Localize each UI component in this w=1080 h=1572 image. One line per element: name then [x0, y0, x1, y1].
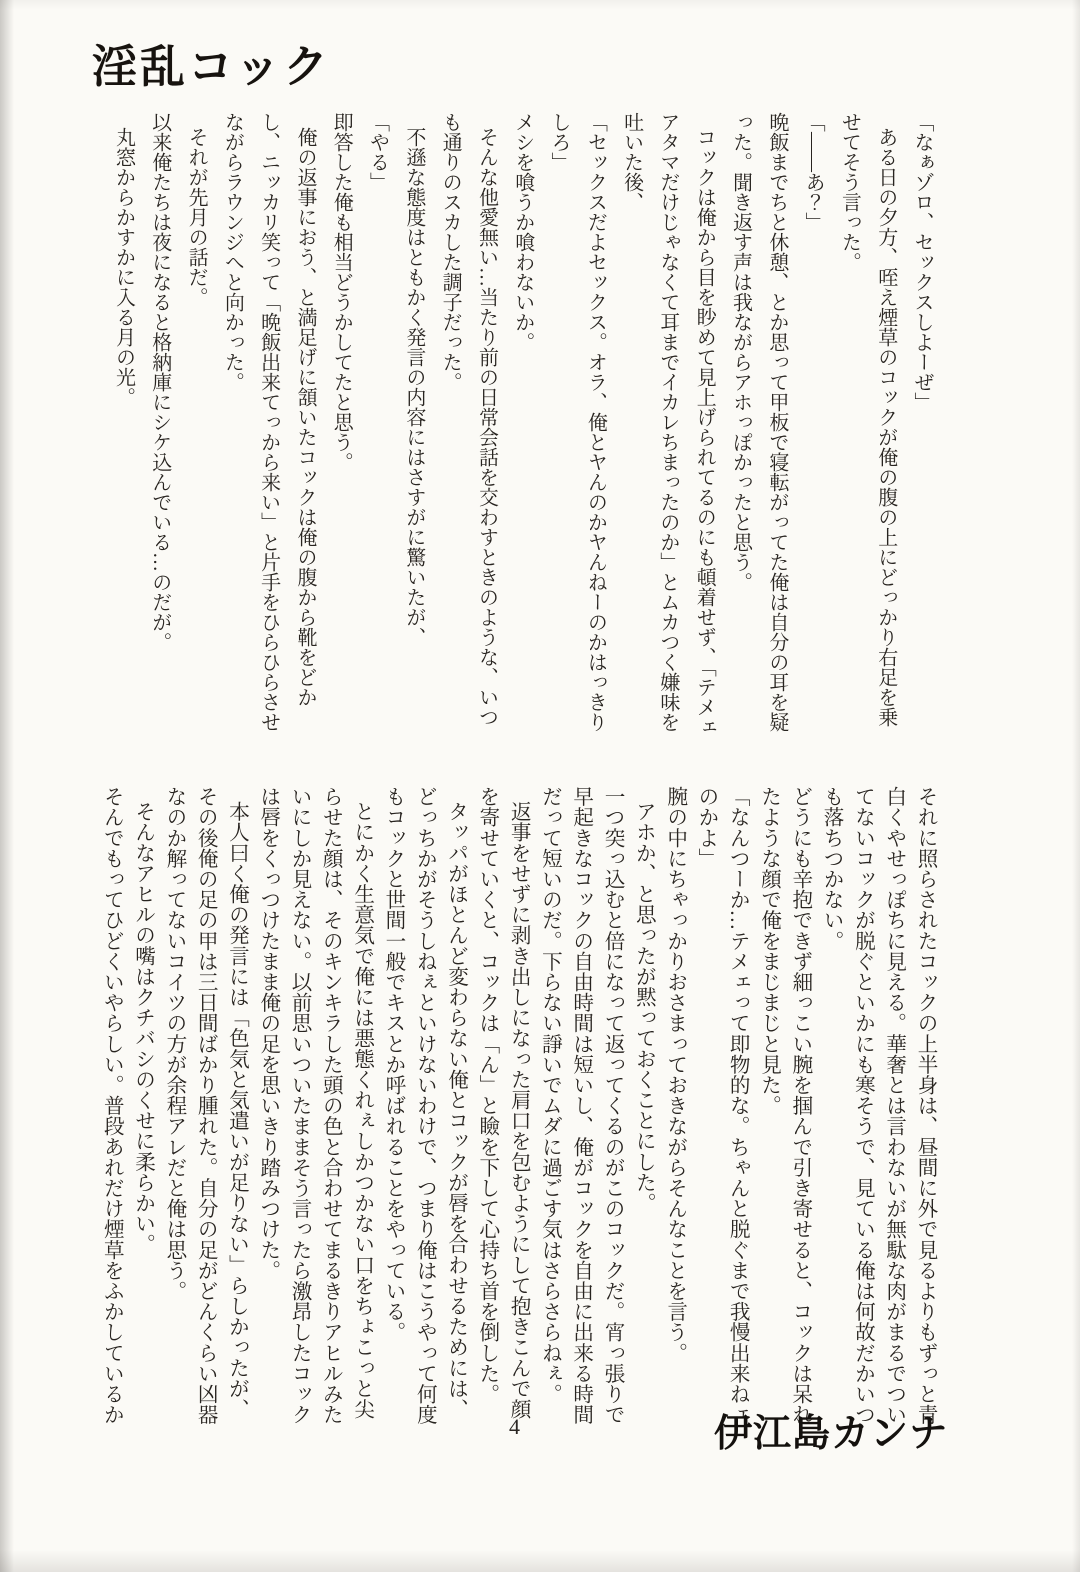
paragraph: アホか、と思ったが黙っておくことにした。	[632, 801, 655, 1214]
paragraph: 「なぁゾロ、セックスしよーぜ」	[911, 112, 933, 412]
paragraph: 本人曰く俺の発言には「色気と気遣いが足りない」らしかったが、その後俺の足の甲は三日間ばかり腫れた。自分の足がどんくらい凶器なのか解ってないコイツの方が余程アレだと俺は思う。	[162, 786, 248, 1425]
paragraph: 腕の中にちゃっかりおさまっておきながらそんなことを言う。	[663, 786, 686, 1363]
paragraph: タッパがほとんど変わらない俺とコックが唇を合わせるためには、どっちかがそうしねぇといけないわけで、つまり俺はこうやって何度もコックと世間一般でキスとか呼ばれることをやっている。	[381, 786, 467, 1425]
paragraph: 「――あ？」	[802, 112, 825, 232]
paragraph: 一つ突っ込むと倍になって返ってくるのがこのコックだ。宵っ張りで早起きなコックの自由時間は短いし、俺がコックを自由に出来る時間だって短いのだ。下らない諍いでムダに過ごす気はさらさらねぇ。	[538, 786, 624, 1425]
paragraph: 「なんつーか…テメェって即物的な。ちゃんと脱ぐまで我慢出来ねェのかよ」	[694, 786, 749, 1425]
paragraph: それが先月の話だ。	[185, 127, 208, 307]
paragraph: メシを喰うか喰わないか。	[511, 112, 534, 352]
page-number: 4	[509, 1414, 520, 1439]
paragraph: とにかく生意気で俺には悪態くれぇしかつかない口をちょこっと尖らせた顔は、そのキンキラした頭の色と合わせてまるきりアヒルみたいにしか見えない。以前思いついたままそう言ったら激昂したコックは唇をくっつけたまま俺の足を思いきり踏みつけた。	[256, 786, 373, 1425]
paragraph: そんでもってひどくいやらしい。普段あれだけ煙草をふかしているか	[100, 786, 123, 1425]
author-credit: 伊江島カンナ	[713, 1413, 948, 1455]
paragraph: そんな他愛無い…当たり前の日常会話を交わすときのような、いつも通りのスカした調子だった。	[439, 112, 498, 727]
paragraph: 丸窓からかすかに入る月の光。	[112, 127, 135, 407]
paragraph: そんなアヒルの嘴はクチバシのくせに柔らかい。	[131, 801, 154, 1255]
paragraph: どうにも辛抱できず細っこい腕を掴んで引き寄せると、コックは呆れたような顔で俺をまじまじと見た。	[757, 786, 811, 1425]
paragraph: コックは俺から目を眇めて見上げられてるのにも頓着せず、「テメェアタマだけじゃなくて耳までイカレちまったのか」とムカつく嫌味を吐いた後、	[620, 112, 716, 737]
paragraph: 即答した俺も相当どうかしてたと思う。	[330, 112, 353, 472]
text-block-bottom	[95, 786, 940, 1436]
paragraph: 以来俺たちは夜になると格納庫にシケ込んでいる…のだが。	[148, 112, 171, 652]
paragraph: 「セックスだよセックス。オラ、俺とヤんのかヤんねーのかはっきりしろ」	[548, 112, 607, 732]
paragraph: 晩飯までちと休憩、とか思って甲板で寝転がってた俺は自分の耳を疑った。聞き返す声は我ながらアホっぽかったと思う。	[729, 112, 788, 732]
paragraph: 返事をせずに剥き出しになった肩口を包むようにして抱きこんで顔を寄せていくと、コックは「ん」と瞼を下して心持ち首を倒した。	[475, 786, 530, 1420]
text-block-top	[105, 112, 940, 740]
paragraph: 「やる」	[366, 112, 389, 192]
paragraph: ある日の夕方、咥え煙草のコックが俺の腹の上にどっかり右足を乗せてそう言った。	[838, 112, 897, 727]
paragraph: それに照らされたコックの上半身は、昼間に外で見るよりもずっと青白くやせっぽちに見える。華奢とは言わないが無駄な肉がまるでついてないコックが脱ぐといかにも寒そうで、見ている俺は何故だかいつも落ちつかない。	[820, 786, 936, 1425]
paragraph: 俺の返事におう、と満足げに頷いたコックは俺の腹から靴をどかし、ニッカリ笑って「晩飯出来てっから来い」と片手をひらひらさせながらラウンジへと向かった。	[221, 112, 316, 732]
paragraph: 不遜な態度はともかく発言の内容にはさすがに驚いたが、	[402, 127, 425, 647]
page-title: 淫乱コック	[92, 41, 332, 92]
